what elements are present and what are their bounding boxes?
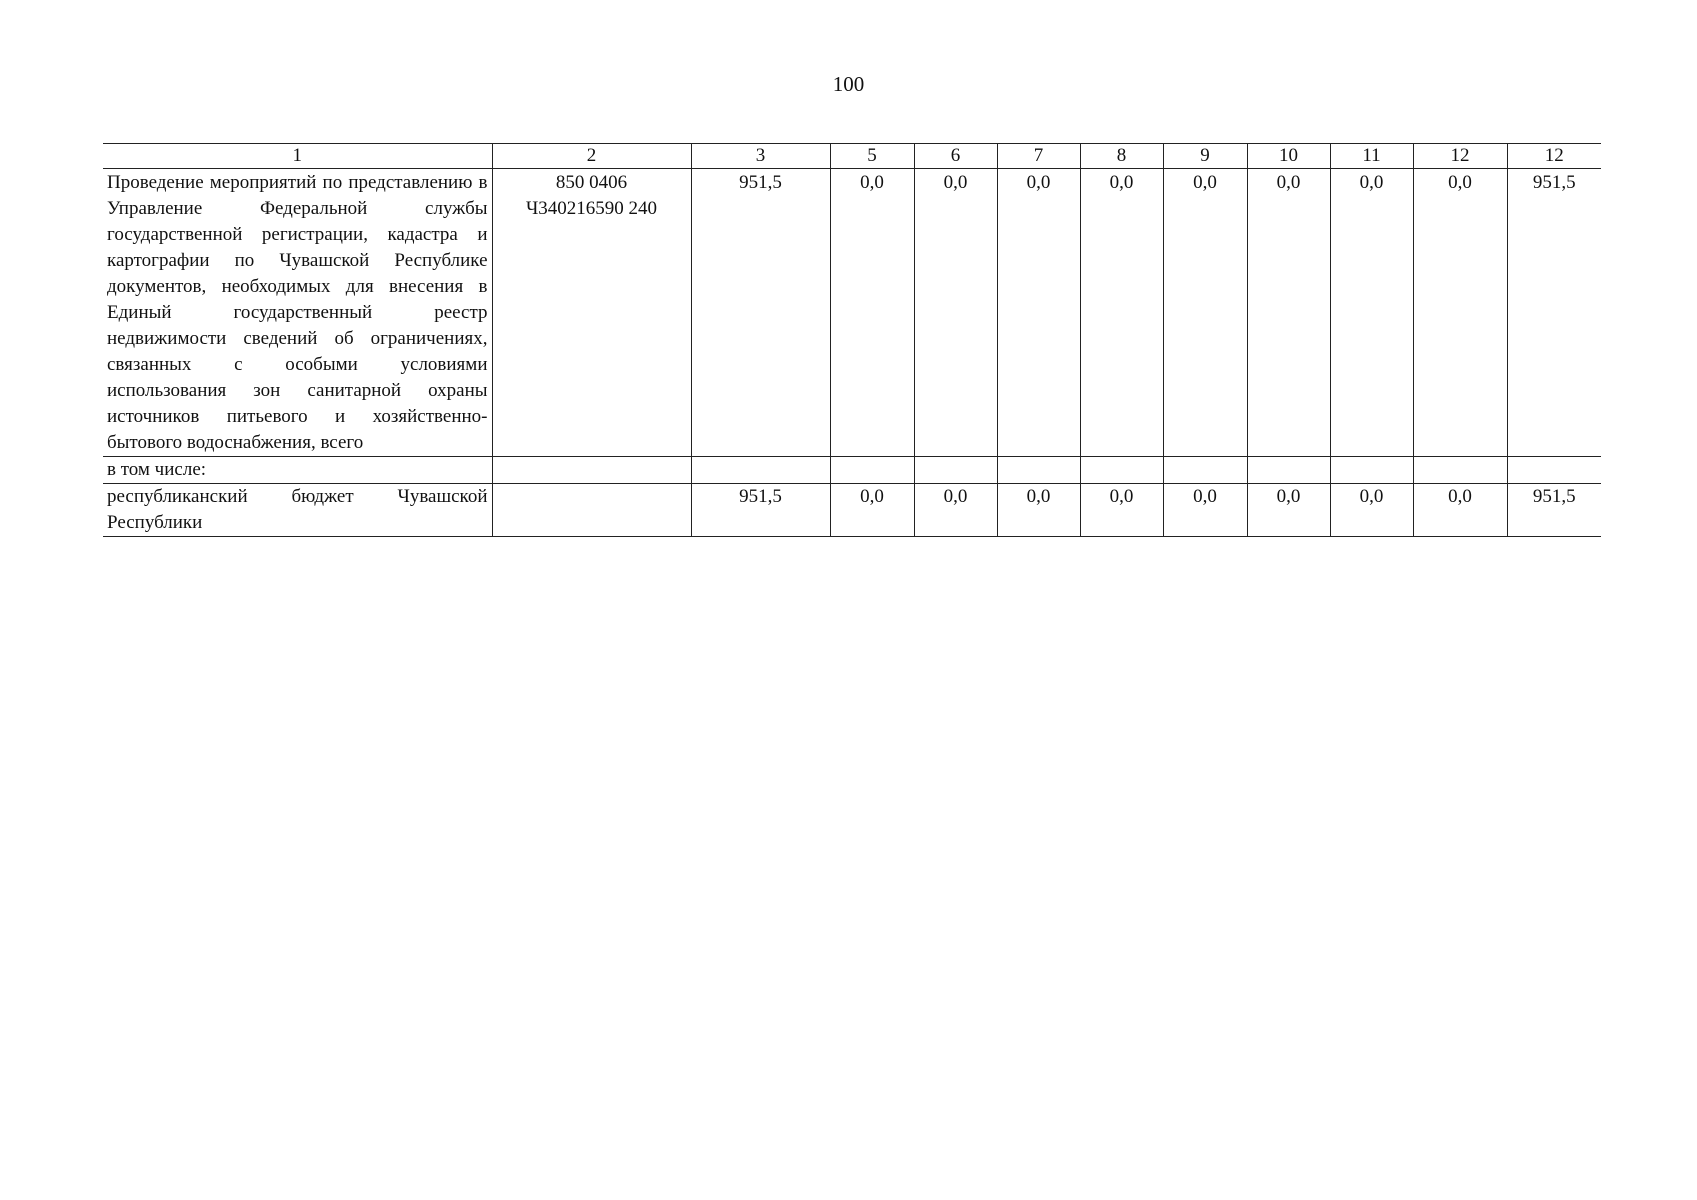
value-cell: 0,0 [1413, 169, 1507, 457]
value-cell [1163, 457, 1247, 484]
row-description: республиканский бюджет Чувашской Республики [103, 484, 492, 537]
column-header: 3 [691, 144, 830, 169]
column-header: 5 [830, 144, 914, 169]
value-cell: 0,0 [1247, 484, 1330, 537]
budget-table [103, 143, 1601, 537]
value-cell [1413, 457, 1507, 484]
value-cell [1247, 457, 1330, 484]
column-header: 7 [997, 144, 1080, 169]
column-header: 6 [914, 144, 997, 169]
value-cell: 0,0 [1080, 484, 1163, 537]
value-cell: 0,0 [830, 169, 914, 457]
budget-code-line: 850 0406 [555, 172, 628, 193]
budget-code-line: Ч340216590 240 [525, 198, 658, 219]
value-cell: 0,0 [1330, 484, 1413, 537]
value-cell: 951,5 [691, 484, 830, 537]
budget-code [492, 457, 691, 484]
column-header: 2 [492, 144, 691, 169]
column-header: 8 [1080, 144, 1163, 169]
value-cell [830, 457, 914, 484]
table-row [103, 484, 1601, 537]
value-cell [997, 457, 1080, 484]
value-cell: 951,5 [1507, 484, 1601, 537]
value-cell: 0,0 [914, 484, 997, 537]
value-cell [1080, 457, 1163, 484]
table-row [103, 169, 1601, 457]
row-description: в том числе: [103, 457, 492, 484]
value-cell: 0,0 [1080, 169, 1163, 457]
table-row [103, 457, 1601, 484]
budget-code [492, 169, 691, 457]
value-cell: 951,5 [1507, 169, 1601, 457]
column-header: 9 [1163, 144, 1247, 169]
column-header: 1 [103, 144, 492, 169]
column-header: 10 [1247, 144, 1330, 169]
value-cell [1330, 457, 1413, 484]
value-cell: 0,0 [914, 169, 997, 457]
value-cell [691, 457, 830, 484]
value-cell: 0,0 [997, 484, 1080, 537]
table-header-row [103, 144, 1601, 169]
value-cell: 0,0 [997, 169, 1080, 457]
value-cell: 0,0 [1163, 484, 1247, 537]
column-header: 12 [1507, 144, 1601, 169]
column-header: 12 [1413, 144, 1507, 169]
column-header: 11 [1330, 144, 1413, 169]
value-cell [1507, 457, 1601, 484]
value-cell [914, 457, 997, 484]
value-cell: 0,0 [1413, 484, 1507, 537]
budget-code [492, 484, 691, 537]
value-cell: 0,0 [1247, 169, 1330, 457]
value-cell: 951,5 [691, 169, 830, 457]
value-cell: 0,0 [1330, 169, 1413, 457]
value-cell: 0,0 [830, 484, 914, 537]
row-description: Проведение мероприятий по представлению в Управление Федеральной службы государственной регистрации, кадастра и картографии по Чувашской Республике документов, необходимых для внесения в Единый государственный реестр недвижимости сведений об ограничениях, связанных с особыми условиями использования зон санитарной охраны источников питьевого и хозяйственно-бытового водоснабжения, всего [103, 169, 492, 457]
page-number: 100 [832, 72, 865, 96]
value-cell: 0,0 [1163, 169, 1247, 457]
